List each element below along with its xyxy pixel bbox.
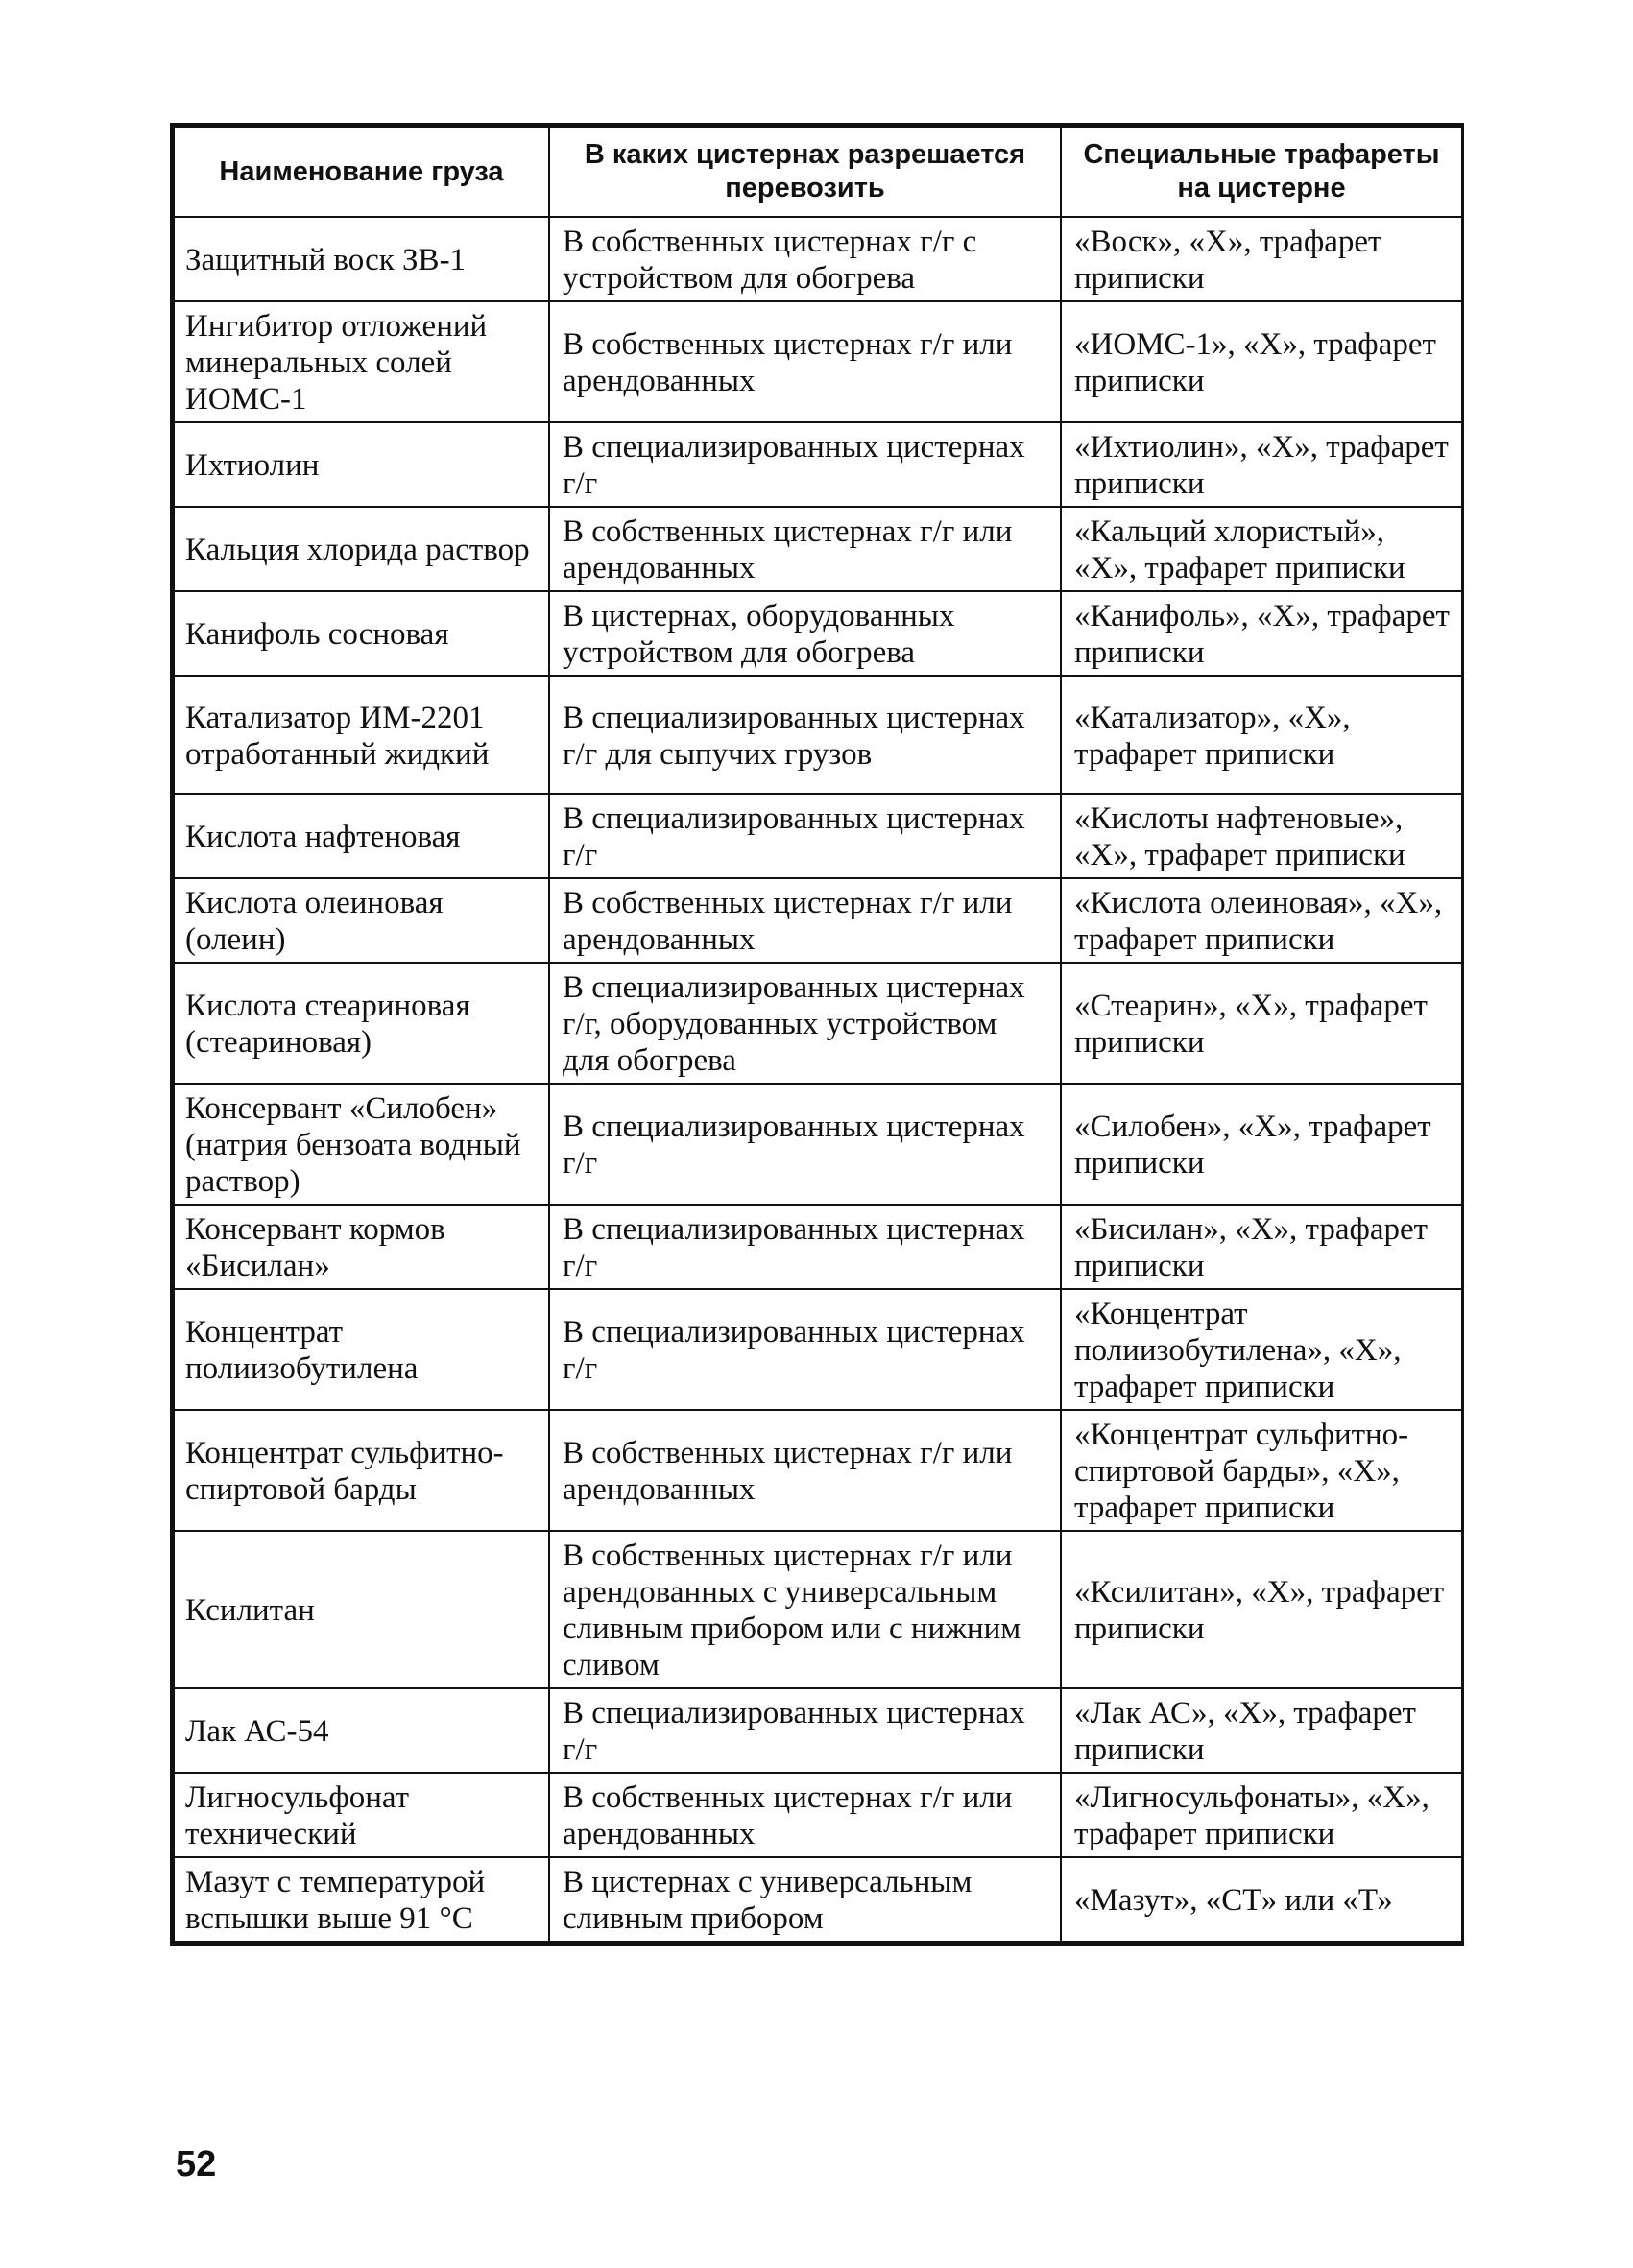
stencil-cell: «Лак АС», «Х», трафарет приписки	[1061, 1688, 1462, 1773]
cargo-name-cell: Консервант «Силобен» (натрия бензоата водный раствор)	[174, 1084, 549, 1205]
cargo-name-cell: Катализатор ИМ-2201 отработанный жидкий	[174, 676, 549, 794]
table-row	[174, 878, 1462, 963]
cargo-name-cell: Канифоль сосновая	[174, 591, 549, 676]
table-row	[174, 1688, 1462, 1773]
tank-type-cell: В специализированных цистернах г/г	[549, 1205, 1061, 1289]
tank-type-cell: В специализированных цистернах г/г, оборудованных устройством для обогрева	[549, 963, 1061, 1084]
cargo-name-cell: Концентрат сульфитно-спиртовой барды	[174, 1410, 549, 1531]
cargo-name-cell: Ихтиолин	[174, 422, 549, 507]
stencil-cell: «Канифоль», «Х», трафарет приписки	[1061, 591, 1462, 676]
cargo-name-cell: Лак АС-54	[174, 1688, 549, 1773]
table-row	[174, 676, 1462, 794]
stencil-cell: «Кислоты нафтеновые», «Х», трафарет приписки	[1061, 794, 1462, 878]
cargo-name-cell: Защитный воск ЗВ-1	[174, 217, 549, 301]
stencil-cell: «Воск», «Х», трафарет приписки	[1061, 217, 1462, 301]
tank-type-cell: В собственных цистернах г/г или арендованных с универсальным сливным прибором или с нижним сливом	[549, 1531, 1061, 1688]
stencil-cell: «Силобен», «Х», трафарет приписки	[1061, 1084, 1462, 1205]
table-row	[174, 591, 1462, 676]
table-row	[174, 217, 1462, 301]
cargo-table	[173, 126, 1463, 1943]
tank-type-cell: В собственных цистернах г/г или арендованных	[549, 301, 1061, 422]
table-row	[174, 1205, 1462, 1289]
tank-type-cell: В собственных цистернах г/г или арендованных	[549, 1773, 1061, 1857]
cargo-name-cell: Кислота олеиновая (олеин)	[174, 878, 549, 963]
stencil-cell: «ИОМС-1», «Х», трафарет приписки	[1061, 301, 1462, 422]
tank-type-cell: В собственных цистернах г/г с устройством для обогрева	[549, 217, 1061, 301]
page-number: 52	[176, 2144, 217, 2184]
stencil-cell: «Концентрат сульфитно-спиртовой барды», «Х», трафарет приписки	[1061, 1410, 1462, 1531]
cargo-name-cell: Кальция хлорида раствор	[174, 507, 549, 591]
tank-type-cell: В цистернах, оборудованных устройством для обогрева	[549, 591, 1061, 676]
tank-type-cell: В собственных цистернах г/г или арендованных	[549, 878, 1061, 963]
cargo-name-cell: Ксилитан	[174, 1531, 549, 1688]
table-row	[174, 507, 1462, 591]
table-row	[174, 1289, 1462, 1410]
table-row	[174, 1084, 1462, 1205]
cargo-name-cell: Лигносульфонат технический	[174, 1773, 549, 1857]
cargo-name-cell: Мазут с температурой вспышки выше 91 °С	[174, 1857, 549, 1942]
table-row	[174, 301, 1462, 422]
stencil-cell: «Лигносульфонаты», «Х», трафарет приписки	[1061, 1773, 1462, 1857]
table-row	[174, 963, 1462, 1084]
stencil-cell: «Катализатор», «Х», трафарет приписки	[1061, 676, 1462, 794]
tank-type-cell: В специализированных цистернах г/г	[549, 422, 1061, 507]
table-row	[174, 422, 1462, 507]
stencil-cell: «Стеарин», «Х», трафарет приписки	[1061, 963, 1462, 1084]
stencil-cell: «Кальций хлористый», «Х», трафарет приписки	[1061, 507, 1462, 591]
table-row	[174, 1531, 1462, 1688]
table-row	[174, 1410, 1462, 1531]
tank-type-cell: В собственных цистернах г/г или арендованных	[549, 507, 1061, 591]
cargo-table-frame	[170, 123, 1464, 1946]
header-tank-types: В каких цистернах разрешается перевозить	[549, 127, 1061, 217]
stencil-cell: «Мазут», «СТ» или «Т»	[1061, 1857, 1462, 1942]
cargo-name-cell: Консервант кормов «Бисилан»	[174, 1205, 549, 1289]
tank-type-cell: В специализированных цистернах г/г	[549, 1688, 1061, 1773]
tank-type-cell: В специализированных цистернах г/г	[549, 794, 1061, 878]
cargo-name-cell: Кислота стеариновая (стеариновая)	[174, 963, 549, 1084]
table-header-row	[174, 127, 1462, 217]
stencil-cell: «Бисилан», «Х», трафарет приписки	[1061, 1205, 1462, 1289]
cargo-name-cell: Ингибитор отложений минеральных солей ИОМС-1	[174, 301, 549, 422]
table-row	[174, 794, 1462, 878]
stencil-cell: «Ксилитан», «Х», трафарет приписки	[1061, 1531, 1462, 1688]
stencil-cell: «Кислота олеиновая», «Х», трафарет приписки	[1061, 878, 1462, 963]
tank-type-cell: В специализированных цистернах г/г	[549, 1084, 1061, 1205]
tank-type-cell: В цистернах с универсальным сливным прибором	[549, 1857, 1061, 1942]
table-row	[174, 1773, 1462, 1857]
header-cargo-name: Наименование груза	[174, 127, 549, 217]
stencil-cell: «Концентрат полиизобутилена», «Х», трафарет приписки	[1061, 1289, 1462, 1410]
cargo-name-cell: Кислота нафтеновая	[174, 794, 549, 878]
tank-type-cell: В специализированных цистернах г/г	[549, 1289, 1061, 1410]
cargo-name-cell: Концентрат полиизобутилена	[174, 1289, 549, 1410]
header-stencils: Специальные трафареты на цистерне	[1061, 127, 1462, 217]
tank-type-cell: В специализированных цистернах г/г для сыпучих грузов	[549, 676, 1061, 794]
tank-type-cell: В собственных цистернах г/г или арендованных	[549, 1410, 1061, 1531]
stencil-cell: «Ихтиолин», «Х», трафарет приписки	[1061, 422, 1462, 507]
table-row	[174, 1857, 1462, 1942]
